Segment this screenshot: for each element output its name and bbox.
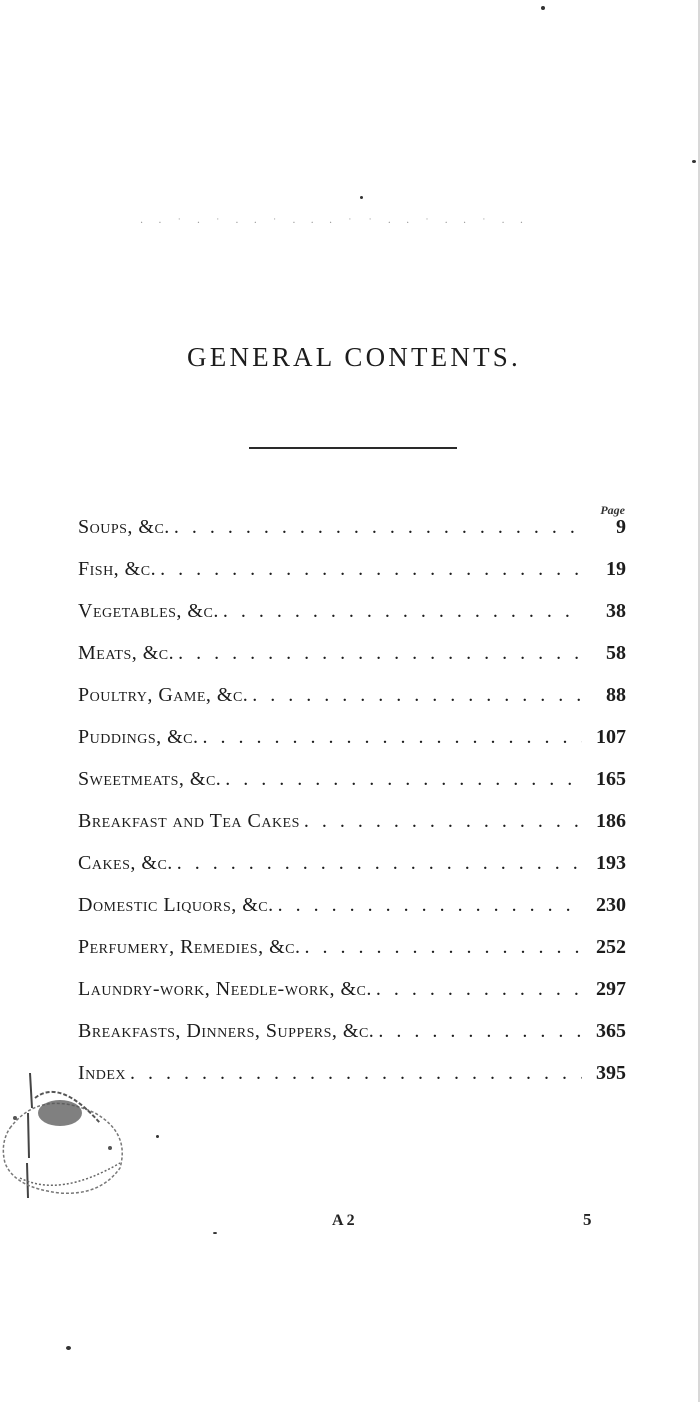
speck [692, 160, 696, 163]
contents-entry[interactable] [78, 1062, 626, 1104]
entry-page: 297 [596, 978, 626, 1000]
dot-leader [178, 642, 582, 665]
entry-label: Fish, &c. [78, 558, 157, 580]
entry-label: Breakfasts, Dinners, Suppers, &c. [78, 1020, 375, 1042]
contents-entry[interactable] [78, 642, 626, 684]
entry-page: 365 [596, 1020, 626, 1042]
contents-entry[interactable] [78, 726, 626, 768]
dot-leader [203, 726, 582, 749]
dot-leader [376, 978, 582, 1001]
bleed-through-marks: · · ˙ · ˙ · · ˙ · · · ˙ ˙ · · ˙ · · ˙ · · [140, 218, 530, 229]
entry-label: Index [78, 1062, 127, 1084]
contents-entry[interactable] [78, 852, 626, 894]
dot-leader [177, 852, 582, 875]
entry-page: 193 [596, 852, 626, 874]
dot-leader [223, 600, 582, 623]
entry-page: 58 [606, 642, 626, 664]
dot-leader [304, 936, 582, 959]
dot-leader [278, 894, 582, 917]
contents-entry[interactable] [78, 978, 626, 1020]
entry-label: Breakfast and Tea Cakes [78, 810, 300, 832]
contents-entry[interactable] [78, 684, 626, 726]
dot-leader [252, 684, 582, 707]
dot-leader [225, 768, 582, 791]
dot-leader [378, 1020, 582, 1043]
contents-entry[interactable] [78, 1020, 626, 1062]
dot-leader [130, 1062, 582, 1085]
entry-label: Sweetmeats, &c. [78, 768, 222, 790]
contents-entry[interactable] [78, 558, 626, 600]
contents-entry[interactable] [78, 516, 626, 558]
library-stamp-icon [0, 1068, 140, 1203]
entry-page: 230 [596, 894, 626, 916]
dot-leader [174, 516, 582, 539]
contents-entry[interactable] [78, 810, 626, 852]
dot-leader [160, 558, 582, 581]
entry-label: Soups, &c. [78, 516, 170, 538]
entry-label: Meats, &c. [78, 642, 175, 664]
folio-number: 5 [583, 1210, 592, 1229]
entry-page: 9 [616, 516, 626, 538]
signature-mark: A 2 [332, 1212, 355, 1229]
contents-list [78, 516, 626, 1104]
contents-entry[interactable] [78, 894, 626, 936]
contents-entry[interactable] [78, 936, 626, 978]
speck [213, 1232, 217, 1234]
entry-label: Laundry-work, Needle-work, &c. [78, 978, 372, 1000]
entry-page: 395 [596, 1062, 626, 1084]
speck [156, 1135, 159, 1138]
entry-label: Poultry, Game, &c. [78, 684, 249, 706]
speck [360, 196, 363, 199]
contents-entry[interactable] [78, 600, 626, 642]
entry-page: 165 [596, 768, 626, 790]
contents-entry[interactable] [78, 768, 626, 810]
entry-page: 38 [606, 600, 626, 622]
page-title: GENERAL CONTENTS. [187, 342, 521, 372]
entry-label: Cakes, &c. [78, 852, 173, 874]
entry-page: 186 [596, 810, 626, 832]
entry-page: 88 [606, 684, 626, 706]
entry-page: 252 [596, 936, 626, 958]
speck [66, 1346, 71, 1350]
entry-label: Puddings, &c. [78, 726, 199, 748]
title-rule [249, 447, 457, 449]
entry-page: 107 [596, 726, 626, 748]
entry-page: 19 [606, 558, 626, 580]
page-column-label: Page [600, 503, 625, 517]
dot-leader [304, 810, 582, 833]
entry-label: Vegetables, &c. [78, 600, 219, 622]
entry-label: Perfumery, Remedies, &c. [78, 936, 301, 958]
entry-label: Domestic Liquors, &c. [78, 894, 274, 916]
speck [541, 6, 545, 10]
